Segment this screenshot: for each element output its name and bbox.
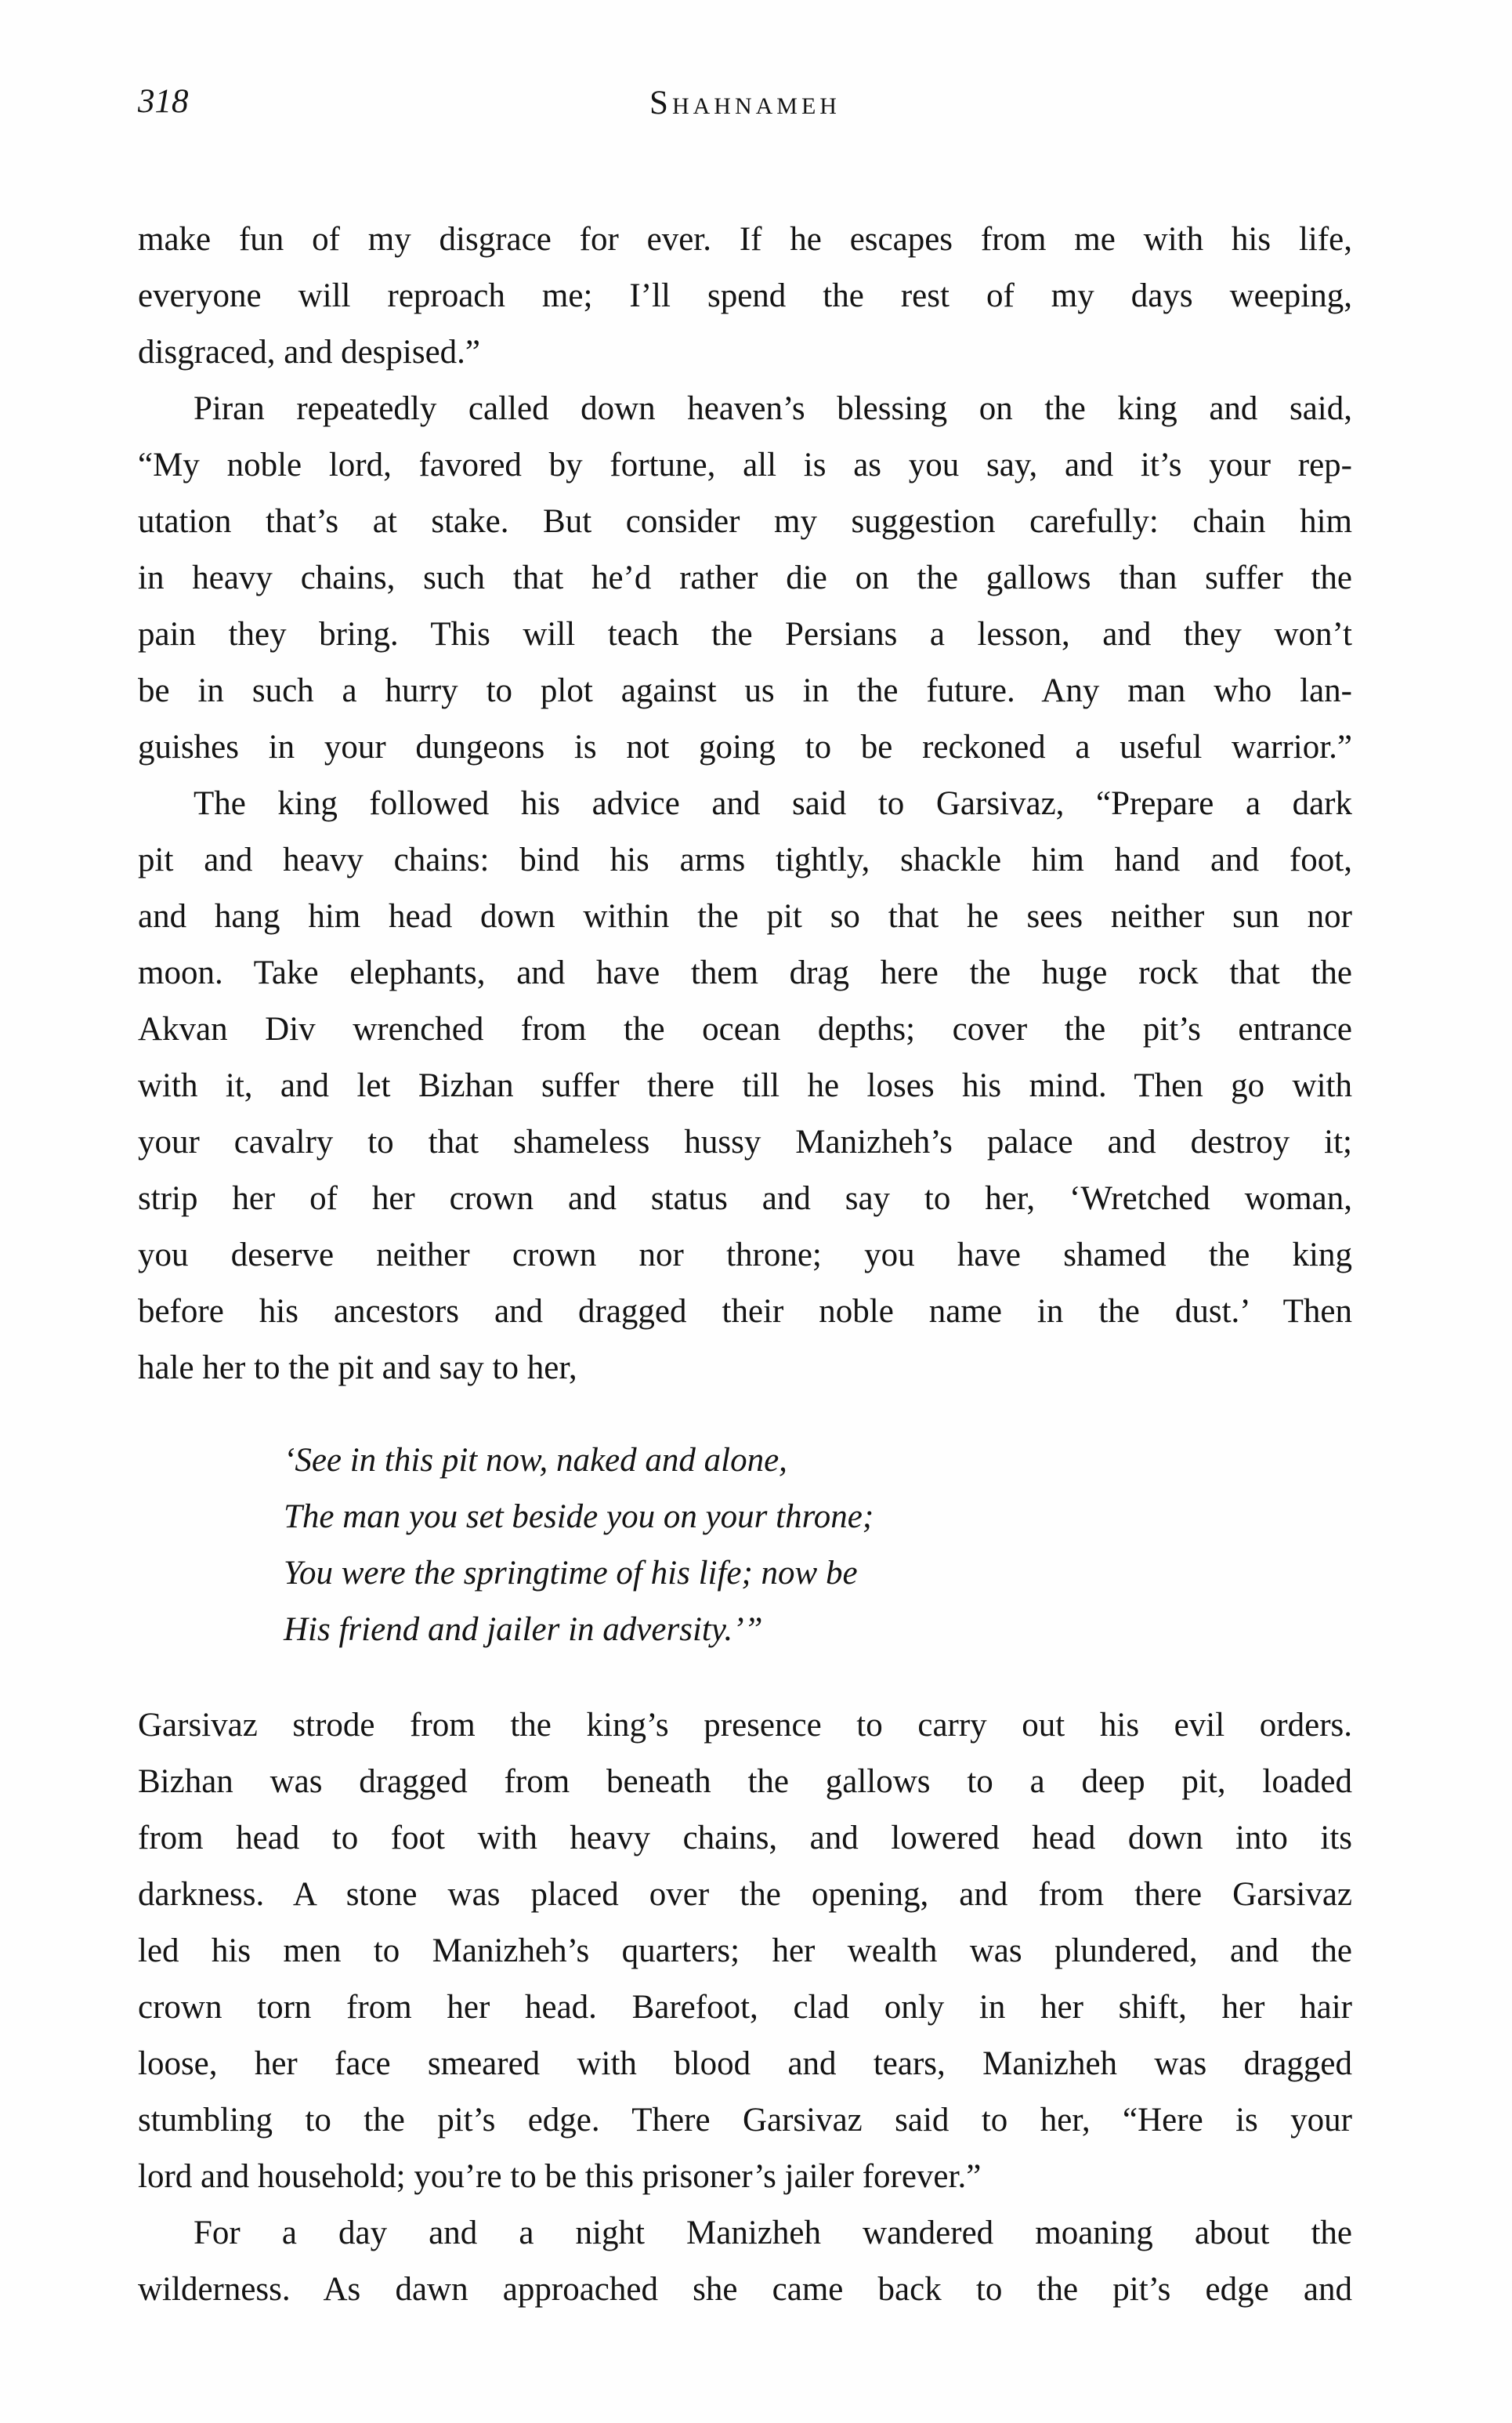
running-header: Shahnameh	[649, 85, 841, 121]
text-line: darkness. A stone was placed over the opening, and from there Garsivaz	[138, 1876, 1352, 1913]
text-line: His friend and jailer in adversity.’”	[284, 1611, 763, 1648]
prose-paragraph	[138, 212, 1352, 381]
text-line: lord and household; you’re to be this prisoner’s jailer forever.”	[138, 2158, 982, 2195]
page-header	[138, 81, 1352, 129]
text-line: pain they bring. This will teach the Persians a lesson, and they won’t	[138, 616, 1352, 653]
text-line: Piran repeatedly called down heaven’s blessing on the king and said,	[194, 390, 1352, 427]
text-line: in heavy chains, such that he’d rather die on the gallows than suffer the	[138, 560, 1352, 596]
text-line: led his men to Manizheh’s quarters; her wealth was plundered, and the	[138, 1932, 1352, 1969]
text-line: be in such a hurry to plot against us in the future. Any man who lan-	[138, 672, 1352, 709]
text-line: For a day and a night Manizheh wandered moaning about the	[194, 2215, 1352, 2251]
text-line: You were the springtime of his life; now be	[284, 1555, 858, 1592]
text-line: guishes in your dungeons is not going to be reckoned a useful warrior.”	[138, 729, 1352, 766]
text-line: your cavalry to that shameless hussy Manizheh’s palace and destroy it;	[138, 1124, 1352, 1161]
text-line: moon. Take elephants, and have them drag here the huge rock that the	[138, 954, 1352, 991]
prose-paragraph	[138, 1697, 1352, 2205]
text-line: The man you set beside you on your throne;	[284, 1498, 874, 1535]
text-line: Garsivaz strode from the king’s presence to carry out his evil orders.	[138, 1707, 1352, 1744]
text-line: stumbling to the pit’s edge. There Garsivaz said to her, “Here is your	[138, 2102, 1352, 2139]
text-line: with it, and let Bizhan suffer there till he loses his mind. Then go with	[138, 1067, 1352, 1104]
prose-paragraph	[138, 381, 1352, 776]
text-line: before his ancestors and dragged their noble name in the dust.’ Then	[138, 1293, 1352, 1330]
prose-paragraph	[138, 2205, 1352, 2318]
page-number: 318	[138, 83, 189, 120]
text-line: wilderness. As dawn approached she came back to the pit’s edge and	[138, 2271, 1352, 2308]
text-line: and hang him head down within the pit so that he sees neither sun nor	[138, 898, 1352, 935]
text-line: loose, her face smeared with blood and tears, Manizheh was dragged	[138, 2045, 1352, 2082]
text-line: disgraced, and despised.”	[138, 334, 481, 371]
text-line: strip her of her crown and status and say to her, ‘Wretched woman,	[138, 1180, 1352, 1217]
text-line: The king followed his advice and said to Garsivaz, “Prepare a dark	[194, 785, 1352, 822]
text-line: utation that’s at stake. But consider my suggestion carefully: chain him	[138, 503, 1352, 540]
text-line: Bizhan was dragged from beneath the gallows to a deep pit, loaded	[138, 1763, 1352, 1800]
text-line: make fun of my disgrace for ever. If he escapes from me with his life,	[138, 221, 1352, 258]
text-line: crown torn from her head. Barefoot, clad only in her shift, her hair	[138, 1989, 1352, 2026]
text-line: hale her to the pit and say to her,	[138, 1349, 577, 1386]
prose-paragraph	[138, 776, 1352, 1396]
text-line: everyone will reproach me; I’ll spend the rest of my days weeping,	[138, 277, 1352, 314]
verse-paragraph	[284, 1432, 1352, 1658]
text-line: from head to foot with heavy chains, and lowered head down into its	[138, 1820, 1352, 1856]
text-line: ‘See in this pit now, naked and alone,	[284, 1442, 787, 1479]
text-line: “My noble lord, favored by fortune, all is as you say, and it’s your rep-	[138, 447, 1352, 484]
text-line: you deserve neither crown nor throne; you have shamed the king	[138, 1237, 1352, 1273]
text-line: pit and heavy chains: bind his arms tightly, shackle him hand and foot,	[138, 842, 1352, 878]
page-text	[138, 212, 1352, 2318]
text-line: Akvan Div wrenched from the ocean depths; cover the pit’s entrance	[138, 1011, 1352, 1048]
